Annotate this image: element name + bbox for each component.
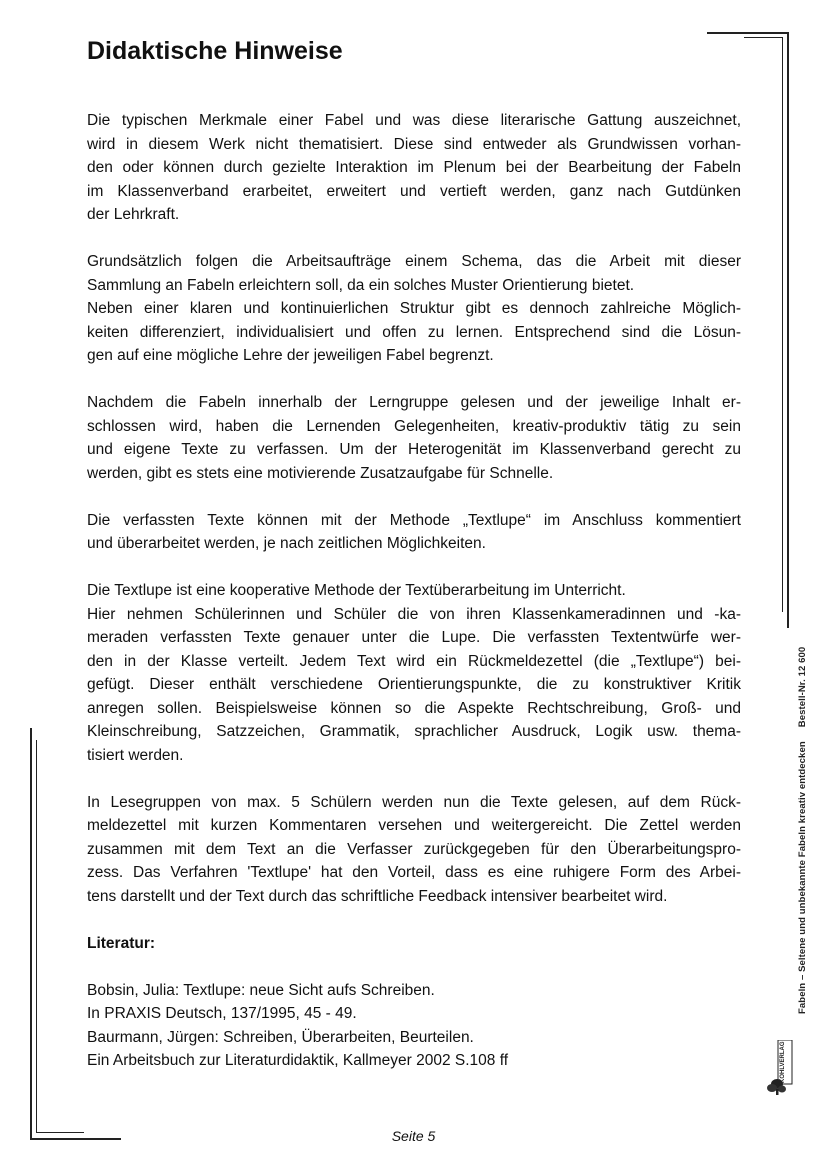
text-line: Grundsätzlich folgen die Arbeitsaufträge einem Schema, das die Arbeit mit dieser — [87, 253, 741, 270]
text-line: zess. Das Verfahren 'Textlupe' hat den Vorteil, dass es eine ruhigere Form des Arbei- — [87, 864, 741, 881]
literature-entry: Bobsin, Julia: Textlupe: neue Sicht aufs Schreiben. — [87, 981, 435, 999]
paragraph-1 — [87, 109, 741, 227]
publisher-name: KOHLVERLAG — [780, 1041, 786, 1083]
text-line: keiten differenziert, individualisiert und offen zu lernen. Entsprechend sind die Lösun- — [87, 323, 741, 341]
text-line: werden, gibt es stets eine motivierende Zusatzaufgabe für Schnelle. — [87, 464, 554, 482]
text-line: im Klassenverband erarbeitet, erweitert und vertieft werden, ganz nach Gutdünken — [87, 182, 741, 200]
text-line: tisiert werden. — [87, 746, 184, 764]
text-line: Die verfassten Texte können mit der Methode „Textlupe“ im Anschluss kommentiert — [87, 511, 741, 529]
literature-list — [87, 979, 741, 1073]
sidebar-book-title: Fabeln – Seltene und unbekannte Fabeln kreativ entdecken — [797, 741, 808, 1014]
text-line: Nachdem die Fabeln innerhalb der Lerngruppe gelesen und der jeweilige Inhalt er- — [87, 394, 741, 411]
text-line: Neben einer klaren und kontinuierlichen Struktur gibt es dennoch zahlreiche Möglich- — [87, 300, 741, 317]
text-line: Sammlung an Fabeln erleichtern soll, da ein solches Muster Orientierung bietet. — [87, 276, 635, 294]
frame-top-inner — [744, 37, 782, 38]
page-number: Seite 5 — [391, 1128, 436, 1144]
paragraph-6 — [87, 791, 741, 909]
frame-right-outer — [787, 32, 789, 628]
text-line: wird in diesem Werk nicht thematisiert. Diese sind entweder als Grundwissen vorhan- — [87, 135, 741, 153]
text-line: meraden verfassten Texte genauer unter die Lupe. Die verfassten Textentwürfe wer- — [87, 629, 741, 646]
frame-top-outer — [707, 32, 788, 34]
sidebar-book-info — [797, 647, 808, 1014]
text-line: zusammen mit dem Text an die Verfasser zurückgegeben für den Überarbeitungspro- — [87, 840, 741, 858]
frame-right-inner — [782, 37, 783, 612]
text-line: Die Textlupe ist eine kooperative Methode der Textüberarbeitung im Unterricht. — [87, 582, 626, 599]
body-text — [87, 109, 741, 1073]
text-line: und eigene Texte zu verfassen. Um der Heterogenität im Klassenverband gerecht zu — [87, 441, 741, 458]
text-line: schlossen wird, haben die Lernenden Gelegenheiten, kreativ-produktiv tätig zu sein — [87, 417, 741, 435]
text-line: Die typischen Merkmale einer Fabel und was diese literarische Gattung auszeichnet, — [87, 112, 741, 129]
sidebar-order-number: Bestell-Nr. 12 600 — [797, 646, 808, 728]
text-line: gefügt. Dieser enthält verschiedene Orientierungspunkte, die zu konstruktiver Kritik — [87, 676, 741, 693]
page-title: Didaktische Hinweise — [87, 37, 343, 65]
text-line: der Lehrkraft. — [87, 206, 180, 223]
literature-entry: In PRAXIS Deutsch, 137/1995, 45 - 49. — [87, 1005, 357, 1022]
paragraph-5 — [87, 579, 741, 767]
paragraph-3 — [87, 391, 741, 485]
literature-entry: Ein Arbeitsbuch zur Literaturdidaktik, Kallmeyer 2002 S.108 ff — [87, 1052, 509, 1069]
frame-left-outer — [30, 728, 32, 1139]
literature-entry: Baurmann, Jürgen: Schreiben, Überarbeiten, Beurteilen. — [87, 1028, 474, 1046]
publisher-logo — [766, 1040, 796, 1096]
paragraph-4 — [87, 509, 741, 556]
literature-heading: Literatur: — [87, 934, 156, 952]
text-line: tens darstellt und der Text durch das schriftliche Feedback intensiver bearbeitet wird. — [87, 887, 668, 905]
text-line: In Lesegruppen von max. 5 Schülern werden nun die Texte gelesen, auf dem Rück- — [87, 793, 741, 811]
frame-left-inner — [36, 740, 37, 1133]
text-line: den oder können durch gezielte Interaktion im Plenum bei der Bearbeitung der Fabeln — [87, 159, 741, 176]
text-line: und überarbeitet werden, je nach zeitlichen Möglichkeiten. — [87, 535, 486, 552]
text-line: den in der Klasse verteilt. Jedem Text wird ein Rückmeldezettel (die „Textlupe“) bei- — [87, 652, 741, 670]
text-line: anregen sollen. Beispielsweise können so die Aspekte Rechtschreibung, Groß- und — [87, 699, 741, 717]
text-line: meldezettel mit kurzen Kommentaren versehen und weitergereicht. Die Zettel werden — [87, 817, 741, 834]
text-line: gen auf eine mögliche Lehre der jeweiligen Fabel begrenzt. — [87, 347, 494, 364]
text-line: Kleinschreibung, Satzzeichen, Grammatik, sprachlicher Ausdruck, Logik usw. thema- — [87, 723, 741, 740]
paragraph-2 — [87, 250, 741, 368]
text-line: Hier nehmen Schülerinnen und Schüler die von ihren Klassenkameradinnen und -ka- — [87, 605, 741, 623]
